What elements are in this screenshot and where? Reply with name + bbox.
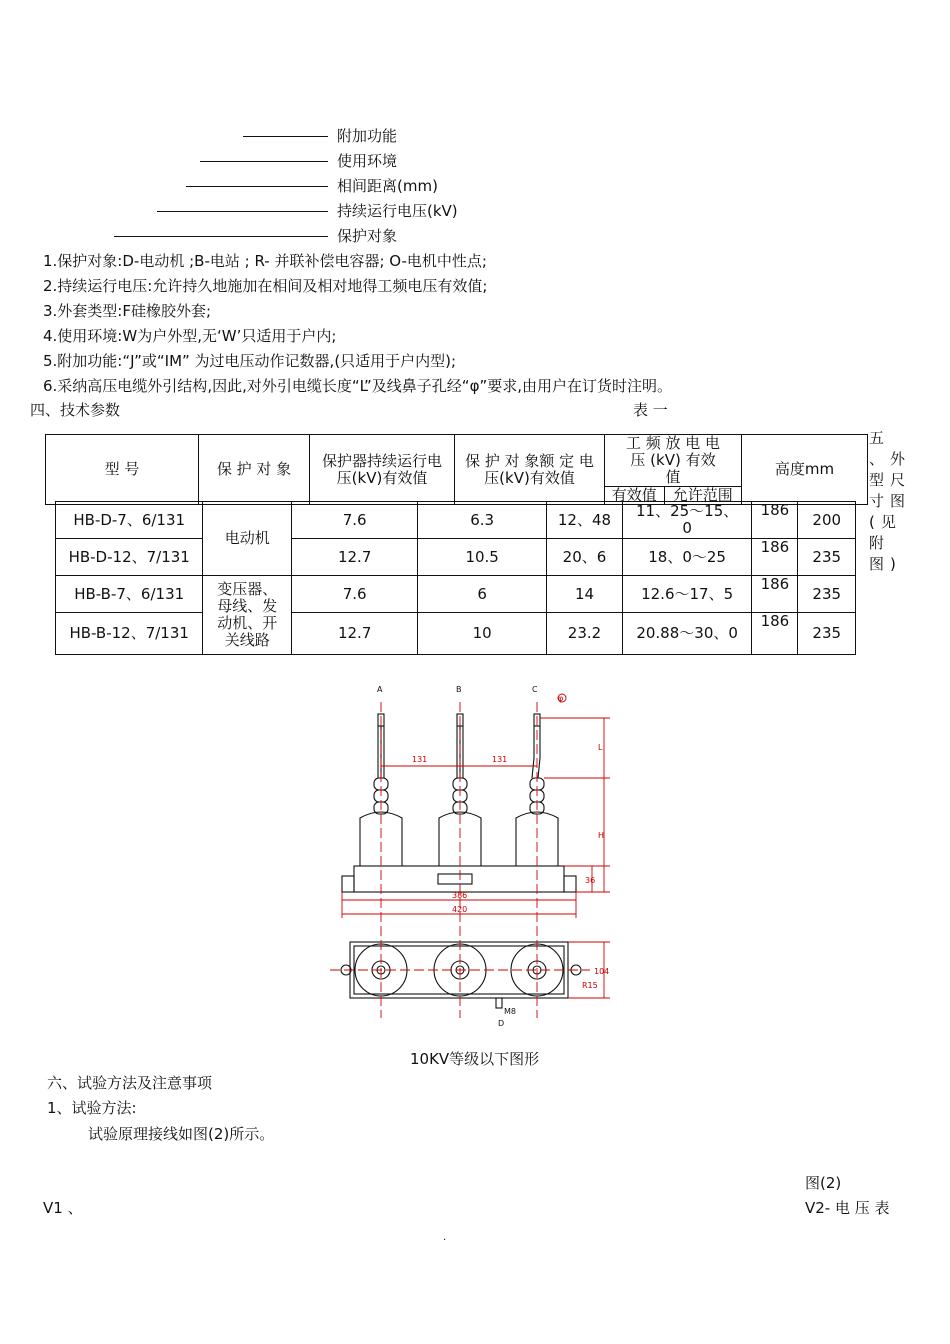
section6-sub1: 1、试验方法: (47, 1099, 137, 1117)
dim-36: 36 (585, 876, 596, 885)
legend-label-addon: 附加功能 (337, 127, 398, 145)
legend-line-1 (243, 136, 328, 137)
section4-title: 四、技术参数 (30, 401, 121, 419)
cell-h2: 200 (798, 502, 856, 539)
phase-c-label: C (532, 685, 538, 694)
cell-model: HB-B-7、6/131 (56, 576, 203, 613)
v2-label: V2- 电 压 表 (805, 1199, 890, 1217)
cell-obj: 10.5 (418, 539, 547, 576)
legend-line-2 (200, 161, 328, 162)
cell-model: HB-B-12、7/131 (56, 613, 203, 655)
cell-op: 12.7 (292, 539, 418, 576)
cell-eff: 12、48 (547, 502, 623, 539)
phase-a-label: A (377, 685, 383, 694)
header-freq: 工 频 放 电 电 压 (kV) 有效值 (605, 435, 742, 487)
cell-eff: 23.2 (547, 613, 623, 655)
table-row (56, 613, 856, 655)
header-rated-obj: 保 护 对 象额 定 电 压(kV)有效值 (455, 435, 605, 505)
dim-m8: M8 (504, 1007, 516, 1016)
legend-line-4 (157, 211, 328, 212)
cell-obj: 10 (418, 613, 547, 655)
dim-131b: 131 (492, 755, 508, 764)
cell-h2: 235 (798, 613, 856, 655)
section6-title: 六、试验方法及注意事项 (47, 1074, 213, 1092)
cell-h1: 186 (752, 613, 798, 655)
note-1: 1.保护对象:D-电动机 ;B-电站 ; R- 并联补偿电容器; O-电机中性点; (43, 252, 487, 270)
cell-h1: 186 (752, 502, 798, 539)
table-label: 表 一 (633, 401, 668, 419)
dim-h: H (598, 831, 605, 840)
header-freq-eff: 有效值 (605, 487, 665, 505)
cell-model: HB-D-12、7/131 (56, 539, 203, 576)
page-dot: . (443, 1232, 447, 1243)
cell-model: HB-D-7、6/131 (56, 502, 203, 539)
dim-l: L (598, 743, 603, 752)
legend-label-env: 使用环境 (337, 152, 398, 170)
legend-label-voltage: 持续运行电压(kV) (337, 202, 458, 220)
note-4: 4.使用环境:W为户外型,无‘W’只适用于户内; (43, 327, 337, 345)
dim-131a: 131 (412, 755, 428, 764)
cell-range: 18、0～25 (622, 539, 751, 576)
legend-line-5 (114, 236, 328, 237)
cell-eff: 20、6 (547, 539, 623, 576)
dim-386: 386 (452, 891, 468, 900)
cell-op: 7.6 (292, 576, 418, 613)
outline-drawing (320, 678, 630, 1033)
dim-104: 104 (594, 967, 610, 976)
cell-h2: 235 (798, 539, 856, 576)
legend-label-object: 保护对象 (337, 227, 398, 245)
phase-b-label: B (456, 685, 462, 694)
table-row (56, 539, 856, 576)
cell-protect-group: 电动机 (203, 502, 292, 576)
cell-obj: 6 (418, 576, 547, 613)
spec-table-body (55, 501, 856, 655)
cell-eff: 14 (547, 576, 623, 613)
note-5: 5.附加功能:“J”或“IM” 为过电压动作记数器,(只适用于户内型); (43, 352, 457, 370)
cell-h2: 235 (798, 576, 856, 613)
table-row (56, 576, 856, 613)
section5-title: 五 、外 型尺 寸图 (见附图) (869, 429, 912, 573)
note-3: 3.外套类型:F硅橡胶外套; (43, 302, 212, 320)
cell-protect-group: 变压器、母线、发动机、开关线路 (203, 576, 292, 655)
dim-420: 420 (452, 905, 468, 914)
spec-table-header (45, 434, 868, 505)
legend-label-distance: 相间距离(mm) (337, 177, 438, 195)
legend-line-3 (186, 186, 328, 187)
header-height: 高度mm (742, 435, 868, 505)
table-row (56, 502, 856, 539)
fig2-label: 图(2) (805, 1174, 842, 1192)
dim-phi: φ (558, 694, 564, 703)
cell-op: 7.6 (292, 502, 418, 539)
drawing-caption: 10KV等级以下图形 (410, 1050, 540, 1068)
cell-h1: 186 (752, 576, 798, 613)
cell-range: 12.6～17、5 (622, 576, 751, 613)
note-2: 2.持续运行电压:允许持久地施加在相间及相对地得工频电压有效值; (43, 277, 488, 295)
header-model: 型 号 (46, 435, 199, 505)
header-rated-op: 保护器持续运行电压(kV)有效值 (310, 435, 455, 505)
cell-h1: 186 (752, 539, 798, 576)
cell-range: 20.88～30、0 (622, 613, 751, 655)
section6-text: 试验原理接线如图(2)所示。 (88, 1125, 275, 1143)
note-6: 6.采纳高压电缆外引结构,因此,对外引电缆长度“L”及线鼻子孔经“φ”要求,由用户在订货时注明。 (43, 377, 673, 395)
header-protect: 保 护 对 象 (199, 435, 310, 505)
v1-label: V1 、 (43, 1199, 83, 1217)
cell-range: 11、25～15、0 (622, 502, 751, 539)
cell-obj: 6.3 (418, 502, 547, 539)
cell-op: 12.7 (292, 613, 418, 655)
phase-d-label: D (498, 1019, 505, 1028)
dim-r15: R15 (582, 981, 598, 990)
header-freq-range: 允许范围 (664, 487, 741, 505)
